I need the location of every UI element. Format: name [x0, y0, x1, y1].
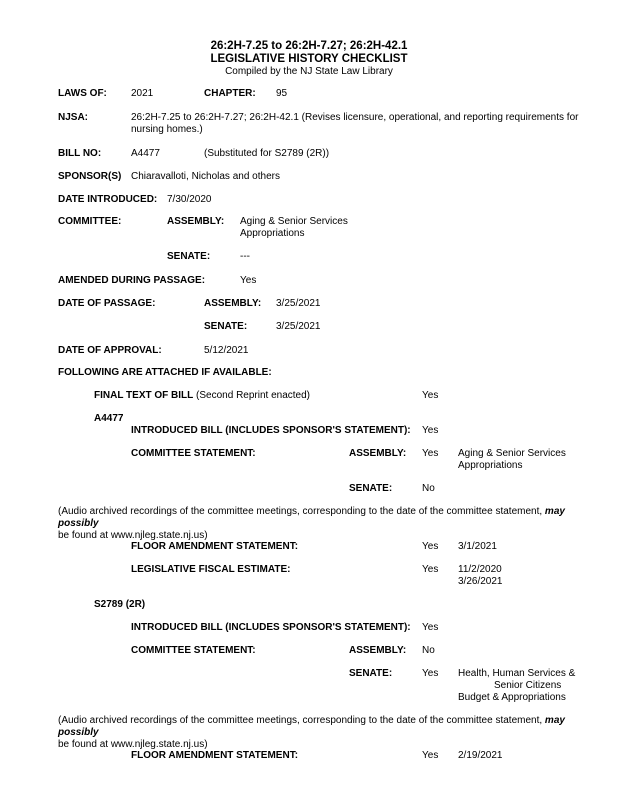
final-text-label: FINAL TEXT OF BILL [94, 390, 194, 401]
s2789-heading: S2789 (2R) [94, 599, 146, 610]
a4477-committee-senate-value: No [422, 483, 435, 494]
final-text-row [94, 390, 310, 402]
s2789-committee-senate-value: Yes [422, 668, 439, 679]
committee-senate-value: --- [240, 251, 250, 262]
passage-senate-label: SENATE: [204, 321, 248, 332]
s2789-audio-em: may possibly [58, 715, 565, 738]
a4477-fiscal-date-2: 3/26/2021 [458, 576, 503, 587]
amended-value: Yes [240, 275, 257, 286]
sponsors-value: Chiaravalloti, Nicholas and others [131, 171, 280, 182]
a4477-committee-label: COMMITTEE STATEMENT: [131, 448, 256, 459]
a4477-audio-em: may possibly [58, 506, 565, 529]
committee-label: COMMITTEE: [58, 216, 122, 227]
sponsors-label: SPONSOR(S) [58, 171, 122, 182]
committee-assembly-2: Appropriations [240, 228, 305, 239]
a4477-introduced-label: INTRODUCED BILL (INCLUDES SPONSOR'S STATEMENT): [131, 425, 411, 436]
laws-of-value: 2021 [131, 88, 154, 99]
a4477-committee-assembly-value: Yes [422, 448, 439, 459]
bill-no-label: BILL NO: [58, 148, 102, 159]
njsa-line-1: 26:2H-7.25 to 26:2H-7.27; 26:2H-42.1 (Revises licensure, operational, and reporting requirements for [131, 112, 579, 123]
bill-no-value: A4477 [131, 148, 160, 159]
a4477-audio-post: be found at www.njleg.state.nj.us) [58, 530, 208, 541]
a4477-assembly-detail-2: Appropriations [458, 460, 523, 471]
a4477-floor-label: FLOOR AMENDMENT STATEMENT: [131, 541, 299, 552]
a4477-committee-senate-label: SENATE: [349, 483, 393, 494]
passage-label: DATE OF PASSAGE: [58, 298, 156, 309]
njsa-label: NJSA: [58, 112, 89, 123]
committee-senate-label: SENATE: [167, 251, 211, 262]
s2789-audio-note [58, 715, 603, 751]
s2789-floor-value: Yes [422, 750, 439, 761]
a4477-audio-pre: (Audio archived recordings of the committee meetings, corresponding to the date of the committee statement, [58, 506, 545, 517]
s2789-audio-post: be found at www.njleg.state.nj.us) [58, 739, 208, 750]
bill-no-note: (Substituted for S2789 (2R)) [204, 148, 330, 159]
a4477-committee-assembly-label: ASSEMBLY: [349, 448, 407, 459]
passage-senate-value: 3/25/2021 [276, 321, 321, 332]
s2789-committee-senate-label: SENATE: [349, 668, 393, 679]
passage-assembly-value: 3/25/2021 [276, 298, 321, 309]
date-introduced-label: DATE INTRODUCED: [58, 194, 158, 205]
date-introduced-value: 7/30/2020 [167, 194, 212, 205]
chapter-label: CHAPTER: [204, 88, 256, 99]
s2789-committee-assembly-label: ASSEMBLY: [349, 645, 407, 656]
approval-label: DATE OF APPROVAL: [58, 345, 162, 356]
passage-assembly-label: ASSEMBLY: [204, 298, 262, 309]
s2789-committee-label: COMMITTEE STATEMENT: [131, 645, 256, 656]
a4477-assembly-detail-1: Aging & Senior Services [458, 448, 566, 459]
s2789-introduced-value: Yes [422, 622, 439, 633]
compiled-by: Compiled by the NJ State Law Library [225, 66, 393, 77]
a4477-audio-note [58, 506, 603, 542]
a4477-heading: A4477 [94, 413, 124, 424]
final-text-value: Yes [422, 390, 439, 401]
a4477-introduced-value: Yes [422, 425, 439, 436]
a4477-floor-value: Yes [422, 541, 439, 552]
s2789-floor-label: FLOOR AMENDMENT STATEMENT: [131, 750, 299, 761]
s2789-audio-pre: (Audio archived recordings of the committee meetings, corresponding to the date of the committee statement, [58, 715, 545, 726]
final-text-note: (Second Reprint enacted) [196, 390, 311, 401]
a4477-floor-date: 3/1/2021 [458, 541, 497, 552]
document-subtitle: LEGISLATIVE HISTORY CHECKLIST [210, 53, 408, 65]
njsa-line-2: nursing homes.) [131, 124, 203, 135]
a4477-fiscal-date-1: 11/2/2020 [458, 564, 502, 575]
s2789-senate-detail-1: Health, Human Services & [458, 668, 576, 679]
s2789-senate-detail-3: Budget & Appropriations [458, 692, 566, 703]
committee-assembly-label: ASSEMBLY: [167, 216, 225, 227]
approval-value: 5/12/2021 [204, 345, 249, 356]
a4477-fiscal-value: Yes [422, 564, 439, 575]
a4477-fiscal-label: LEGISLATIVE FISCAL ESTIMATE: [131, 564, 291, 575]
s2789-senate-detail-2: Senior Citizens [494, 680, 562, 691]
s2789-committee-assembly-value: No [422, 645, 435, 656]
s2789-floor-date: 2/19/2021 [458, 750, 503, 761]
laws-of-label: LAWS OF: [58, 88, 107, 99]
document-title: 26:2H-7.25 to 26:2H-7.27; 26:2H-42.1 [210, 40, 408, 52]
committee-assembly-1: Aging & Senior Services [240, 216, 348, 227]
chapter-value: 95 [276, 88, 288, 99]
attached-heading: FOLLOWING ARE ATTACHED IF AVAILABLE: [58, 367, 272, 378]
s2789-introduced-label: INTRODUCED BILL (INCLUDES SPONSOR'S STATEMENT): [131, 622, 411, 633]
amended-label: AMENDED DURING PASSAGE: [58, 275, 206, 286]
